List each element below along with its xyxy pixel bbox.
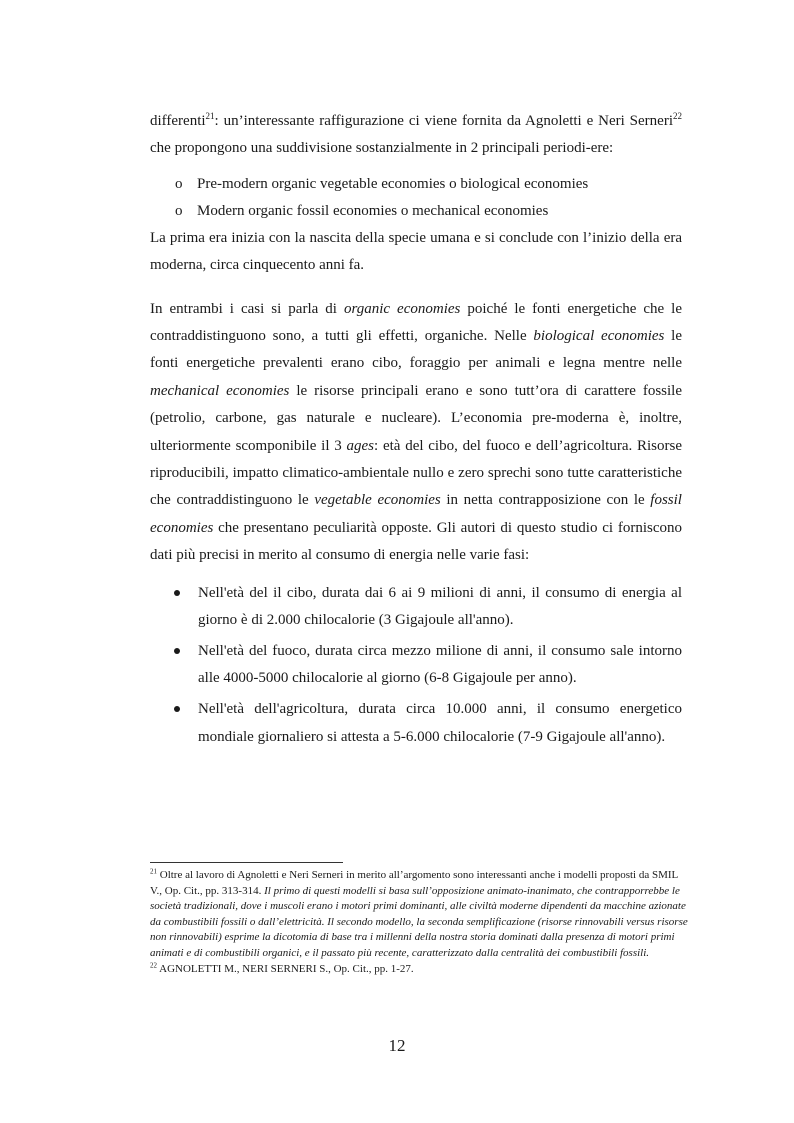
footnote-ref-22[interactable]: 22	[673, 111, 682, 121]
footnote-21: $^{21}$ Oltre al lavoro di Agnoletti e Neri Serneri in merito all’argomento sono interessanti anche i modelli proposti da SMIL V., Op. Cit., pp. 313-314. Il primo di questi modelli si basa sull’opposizione animato-inanimato, che contrapporrebbe le società tradizionali, dove i muscoli erano i motori primi dominanti, alle civiltà moderne dipendenti da macchine azionate da combustibili fossili o dall’elettricità. Il secondo modello, la seconda semplificazione (risorse rinnovabili versus risorse non rinnovabili) esprime la dicotomia di base tra i millenni della nostra storia dominati dalla presenza di motori primi animati e di combustibili organici, e il passato più recente, caratterizzato dalla centralità dei combustibili fossili.	[150, 867, 688, 959]
bullet-icon	[174, 648, 180, 654]
list-item: o Pre-modern organic vegetable economies o biological economies	[150, 171, 682, 198]
footnotes	[150, 868, 690, 977]
footnote-ref-21[interactable]: 21	[205, 111, 215, 121]
page-body	[150, 108, 682, 754]
list-item: Nell'età dell'agricoltura, durata circa 10.000 anni, il consumo energetico mondiale giornaliero si attesta a 5-6.000 chilocalorie (7-9 Gigajoule all'anno).	[150, 696, 682, 751]
energy-ages-list	[150, 580, 682, 752]
bullet-icon	[174, 590, 180, 596]
bullet-icon	[174, 706, 180, 712]
footnote-22: $^{22}$ AGNOLETTI M., NERI SERNERI S., Op. Cit., pp. 1-27.	[150, 960, 414, 975]
paragraph-organic-economies: In entrambi i casi si parla di organic economies poiché le fonti energetiche che le contraddistinguono sono, a tutti gli effetti, organiche. Nelle biological economies le fonti energetiche prevalenti erano cibo, foraggio per animali e legna mentre nelle mechanical economies le risorse principali erano e sono tutt’ora di carattere fossile (petrolio, carbone, gas naturale e nucleare). L’economia pre-moderna è, inoltre, ulteriormente scomponibile il 3 ages: età del cibo, del fuoco e dell’agricoltura. Risorse riproducibili, impatto climatico-ambientale nullo e zero sprechi sono tutte caratteristiche che contraddistinguono le vegetable economies in netta contrapposizione con le fossil economies che presentano peculiarità opposte. Gli autori di questo studio ci forniscono dati più precisi in merito al consumo di energia nelle varie fasi:	[150, 300, 683, 564]
list-item: Nell'età del fuoco, durata circa mezzo milione di anni, il consumo sale intorno alle 4000-5000 chilocalorie al giorno (6-8 Gigajoule per anno).	[150, 638, 682, 693]
paragraph-first-era: La prima era inizia con la nascita della specie umana e si conclude con l’inizio della era moderna, circa cinquecento anni fa.	[150, 229, 682, 274]
paragraph-intro: differenti$^{21}$: un’interessante raffigurazione ci viene fornita da Agnoletti e Neri Serneri$^{22}$ che propongono una suddivisione sostanzialmente in 2 principali periodi-ere:	[150, 111, 682, 157]
economies-list	[150, 171, 682, 225]
circle-bullet-icon: o	[175, 202, 183, 219]
footnote-separator	[150, 862, 343, 863]
circle-bullet-icon: o	[175, 175, 183, 192]
list-item: Nell'età del il cibo, durata dai 6 ai 9 milioni di anni, il consumo di energia al giorno è di 2.000 chilocalorie (3 Gigajoule all'anno).	[150, 580, 682, 635]
list-item: o Modern organic fossil economies o mechanical economies	[150, 198, 682, 225]
page-number: 12	[388, 1036, 406, 1055]
